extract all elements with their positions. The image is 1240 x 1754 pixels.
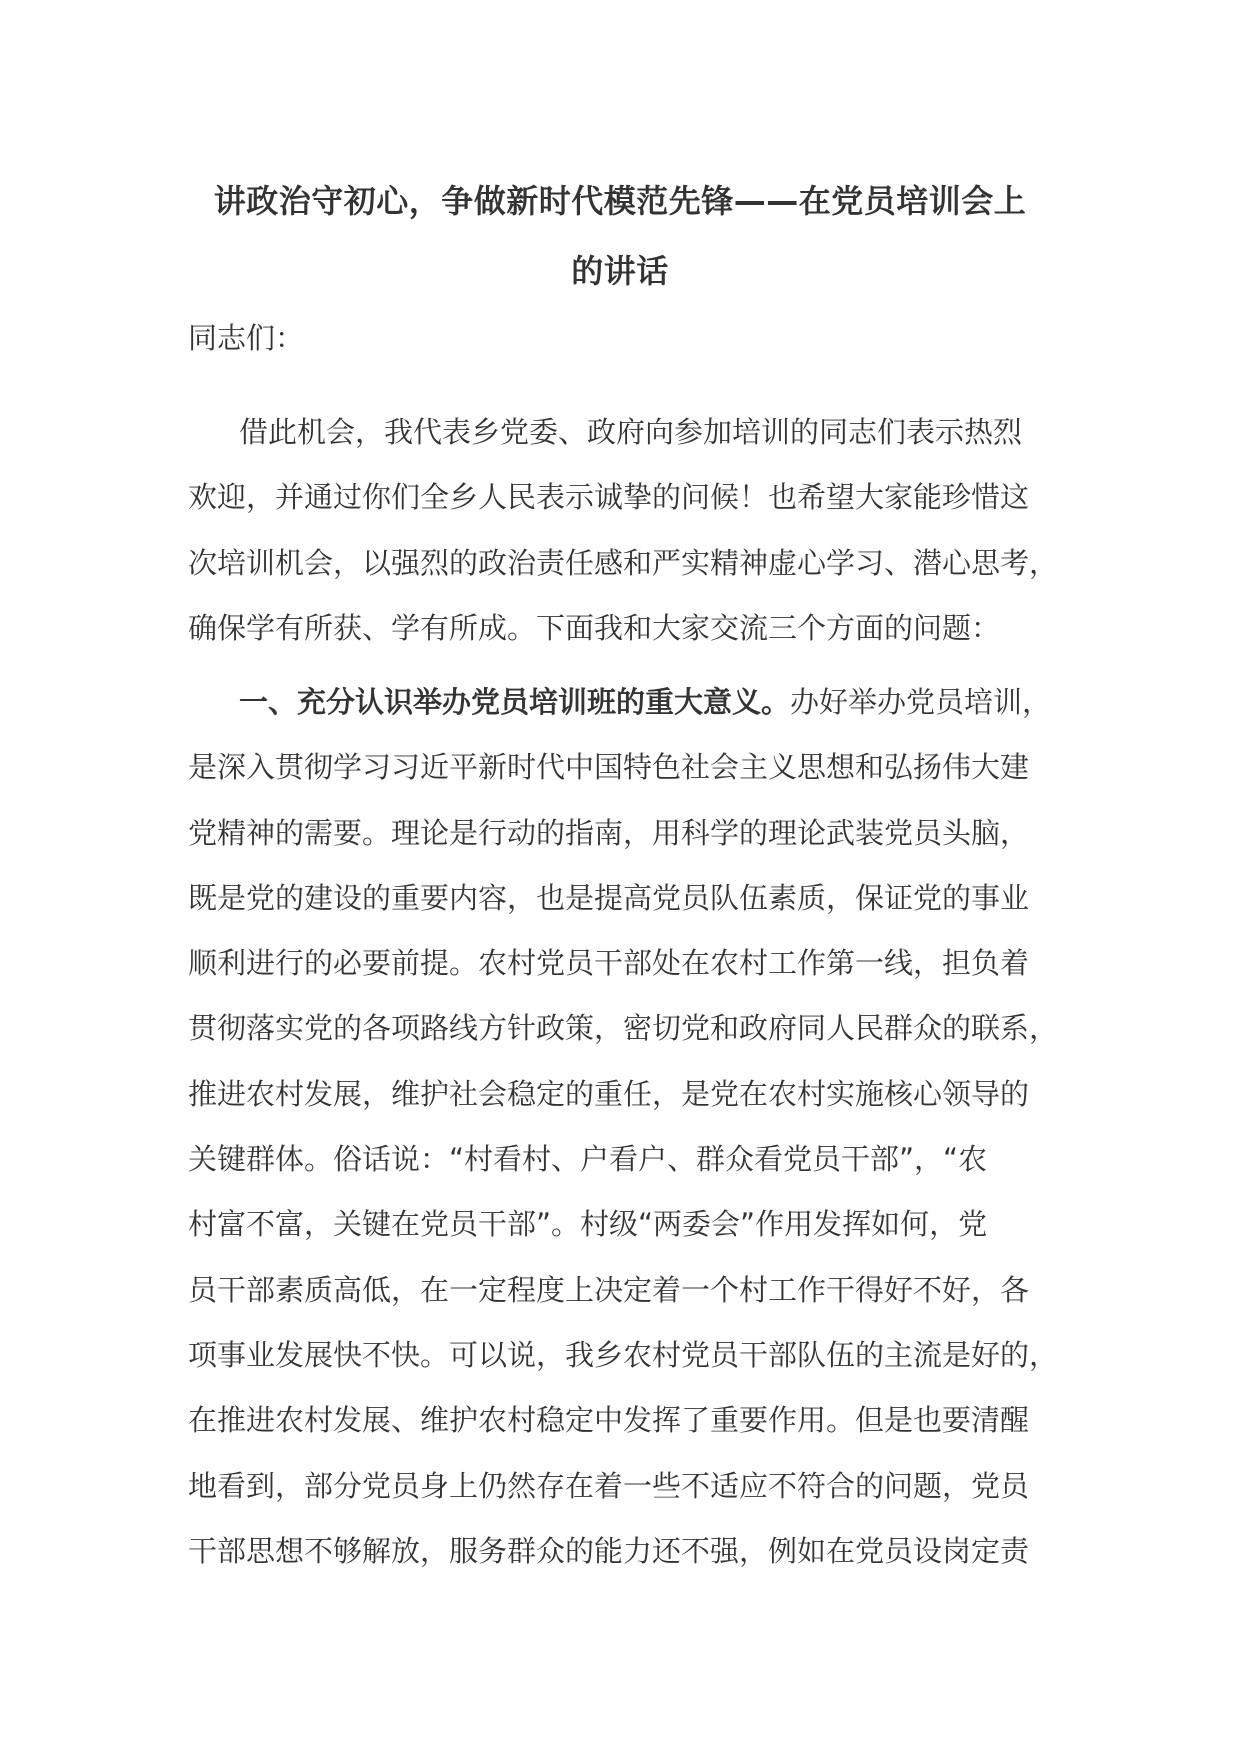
paragraph-1	[188, 400, 1088, 661]
paragraph-line: 关键群体。俗话说：“村看村、户看户、群众看党员干部”，“农	[188, 1142, 988, 1177]
greeting: 同志们：	[188, 321, 305, 355]
paragraph-line: 项事业发展快不快。可以说，我乡农村党员干部队伍的主流是好的，	[188, 1337, 1059, 1372]
paragraph-line: 是深入贯彻学习习近平新时代中国特色社会主义思想和弘扬伟大建	[188, 750, 1030, 785]
section-heading: 一、充分认识举办党员培训班的重大意义。	[239, 685, 791, 719]
paragraph-line: 借此机会，我代表乡党委、政府向参加培训的同志们表示热烈	[239, 415, 1023, 449]
paragraph-line: 推进农村发展，维护社会稳定的重任，是党在农村实施核心领导的	[188, 1076, 1030, 1111]
paragraph-2	[188, 670, 1088, 1584]
paragraph-text: 办好举办党员培训，	[790, 685, 1052, 719]
paragraph-line: 次培训机会，以强烈的政治责任感和严实精神虚心学习、潜心思考，	[188, 545, 1059, 580]
paragraph-line: 干部思想不够解放，服务群众的能力还不强，例如在党员设岗定责	[188, 1533, 1030, 1568]
paragraph-line: 员干部素质高低，在一定程度上决定着一个村工作干得好不好，各	[188, 1272, 1030, 1307]
paragraph-line	[188, 670, 1088, 735]
paragraph-line: 党精神的需要。理论是行动的指南，用科学的理论武装党员头脑，	[188, 815, 1030, 850]
paragraph-line: 在推进农村发展、维护农村稳定中发挥了重要作用。但是也要清醒	[188, 1403, 1030, 1438]
paragraph-line: 贯彻落实党的各项路线方针政策，密切党和政府同人民群众的联系，	[188, 1011, 1059, 1046]
title-line-1: 讲政治守初心，争做新时代模范先锋——在党员培训会上	[213, 182, 1027, 220]
document-title	[190, 166, 1050, 306]
paragraph-line: 地看到，部分党员身上仍然存在着一些不适应不符合的问题，党员	[188, 1468, 1030, 1503]
paragraph-line: 顺利进行的必要前提。农村党员干部处在农村工作第一线，担负着	[188, 946, 1030, 981]
title-line-2: 的讲话	[571, 252, 669, 290]
paragraph-line: 欢迎，并通过你们全乡人民表示诚挚的问候！也希望大家能珍惜这	[188, 480, 1030, 515]
paragraph-line: 既是党的建设的重要内容，也是提高党员队伍素质，保证党的事业	[188, 880, 1030, 915]
paragraph-line: 确保学有所获、学有所成。下面我和大家交流三个方面的问题：	[188, 610, 1001, 645]
paragraph-line: 村富不富，关键在党员干部”。村级“两委会”作用发挥如何，党	[188, 1207, 988, 1242]
